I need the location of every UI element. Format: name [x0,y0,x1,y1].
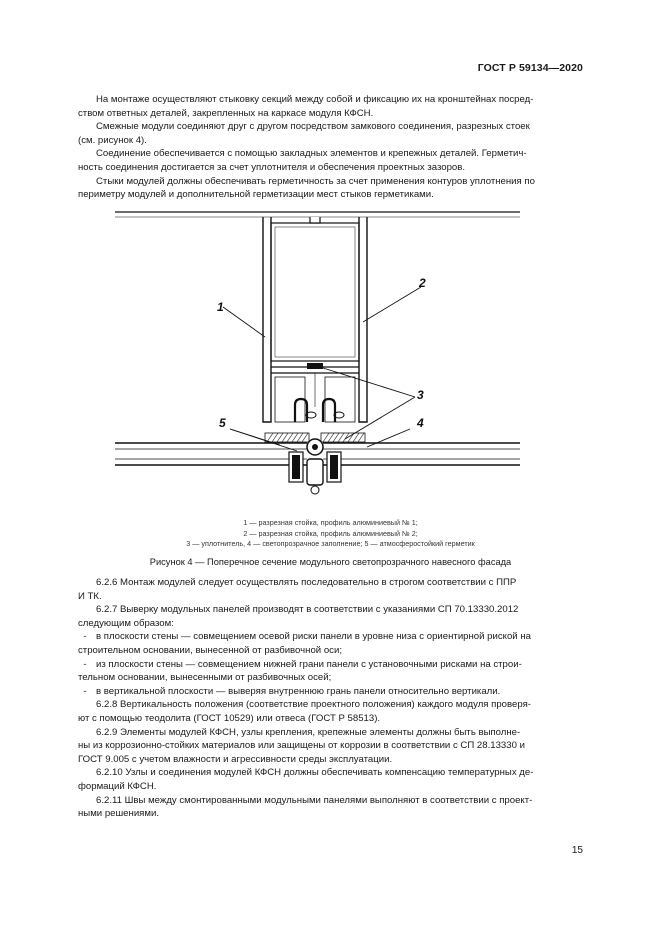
text-line: 6.2.9 Элементы модулей КФСН, узлы крепления, крепежные элементы должны быть выполне- [96,726,521,738]
figure-caption: Рисунок 4 — Поперечное сечение модульного светопрозрачного навесного фасада [149,557,512,567]
list-item: - из плоскости стены — совмещением нижней грани панели с установочными рисками на строи- [78,658,522,670]
text-line: 6.2.10 Узлы и соединения модулей КФСН должны обеспечивать компенсацию температурных де- [96,767,534,779]
list-item-text: из плоскости стены — совмещением нижней грани панели с установочными рисками на строи- [96,658,522,670]
text-line: ность соединения достигается за счет уплотнителя и обеспечения проектных зазоров. [78,161,466,173]
text-line: (см. рисунок 4). [78,134,147,146]
figure-legend [78,518,583,550]
text-line: И ТК. [78,590,102,602]
text-line: На монтаже осуществляют стыковку секций между собой и фиксацию их на кронштейнах посред- [96,94,534,105]
text-line: тельном основании, вынесенными от разбивочных осей; [78,672,332,684]
figure-cross-section [115,207,520,507]
intro-text [78,93,583,202]
text-line: 6.2.6 Монтаж модулей следует осуществлять последовательно в строгом соответствии с ППР [96,577,517,588]
callout-1-label: 1 [217,300,224,314]
list-item-text: в плоскости стены — совмещением осевой риски панели в уровне низа с ориентирной риской на [96,631,531,643]
callout-3-label: 3 [417,388,424,402]
text-line: ГОСТ 9.005 с учетом влажности и агрессивности среды эксплуатации. [78,753,393,765]
legend-line: 3 — уплотнитель, 4 — светопрозрачное заполнение; 5 — атмосферостойкий герметик [186,539,475,549]
callout-2-label: 2 [419,276,426,290]
document-standard-number: ГОСТ Р 59134—2020 [477,62,583,74]
text-line: ными решениями. [78,808,159,820]
callout-4-label: 4 [417,416,424,430]
text-line: периметру модулей и дополнительной герметизации мест стыков герметиками. [78,189,434,201]
text-line: 6.2.8 Вертикальность положения (соответствие проектного положения) каждого модуля проверя- [96,699,531,711]
text-line: 6.2.11 Швы между смонтированными модульными панелями выполняют в соответствии с проект- [96,794,533,806]
text-line: ют с помощью теодолита (ГОСТ 10529) или отвеса (ГОСТ Р 58513). [78,712,381,724]
section-text [78,576,583,821]
list-item-text: в вертикальной плоскости — выверяя внутреннюю грань панели относительно вертикали. [96,685,501,697]
text-line: Смежные модули соединяют друг с другом посредством замкового соединения, разрезных стоек [96,121,530,133]
text-line: формаций КФСН. [78,780,157,792]
text-line: ством ответных деталей, закрепленных на каркасе модуля КФСН. [78,107,374,119]
legend-line: 1 — разрезная стойка, профиль алюминиевый № 1; [243,518,418,527]
text-line: ны из коррозионно-стойких материалов или защищены от коррозии в соответствии с СП 28.13330 и [78,740,525,752]
legend-line: 2 — разрезная стойка, профиль алюминиевый № 2; [243,528,418,538]
list-item: - в плоскости стены — совмещением осевой риски панели в уровне низа с ориентирной риской на [78,631,531,643]
page-number: 15 [571,845,583,856]
text-line: 6.2.7 Выверку модульных панелей производят в соответствии с указаниями СП 70.13330.2012 [96,604,519,616]
cross-section-drawing [115,207,520,507]
list-item: - в вертикальной плоскости — выверяя внутреннюю грань панели относительно вертикали. [78,685,501,697]
text-line: следующим образом: [78,617,174,629]
text-line: Стыки модулей должны обеспечивать герметичность за счет применения контуров уплотнения по [96,175,535,187]
text-line: строительном основании, вынесенной от разбивочной оси; [78,644,342,656]
callout-5-label: 5 [219,416,226,430]
text-line: Соединение обеспечивается с помощью закладных элементов и крепежных деталей. Герметич- [96,148,527,160]
